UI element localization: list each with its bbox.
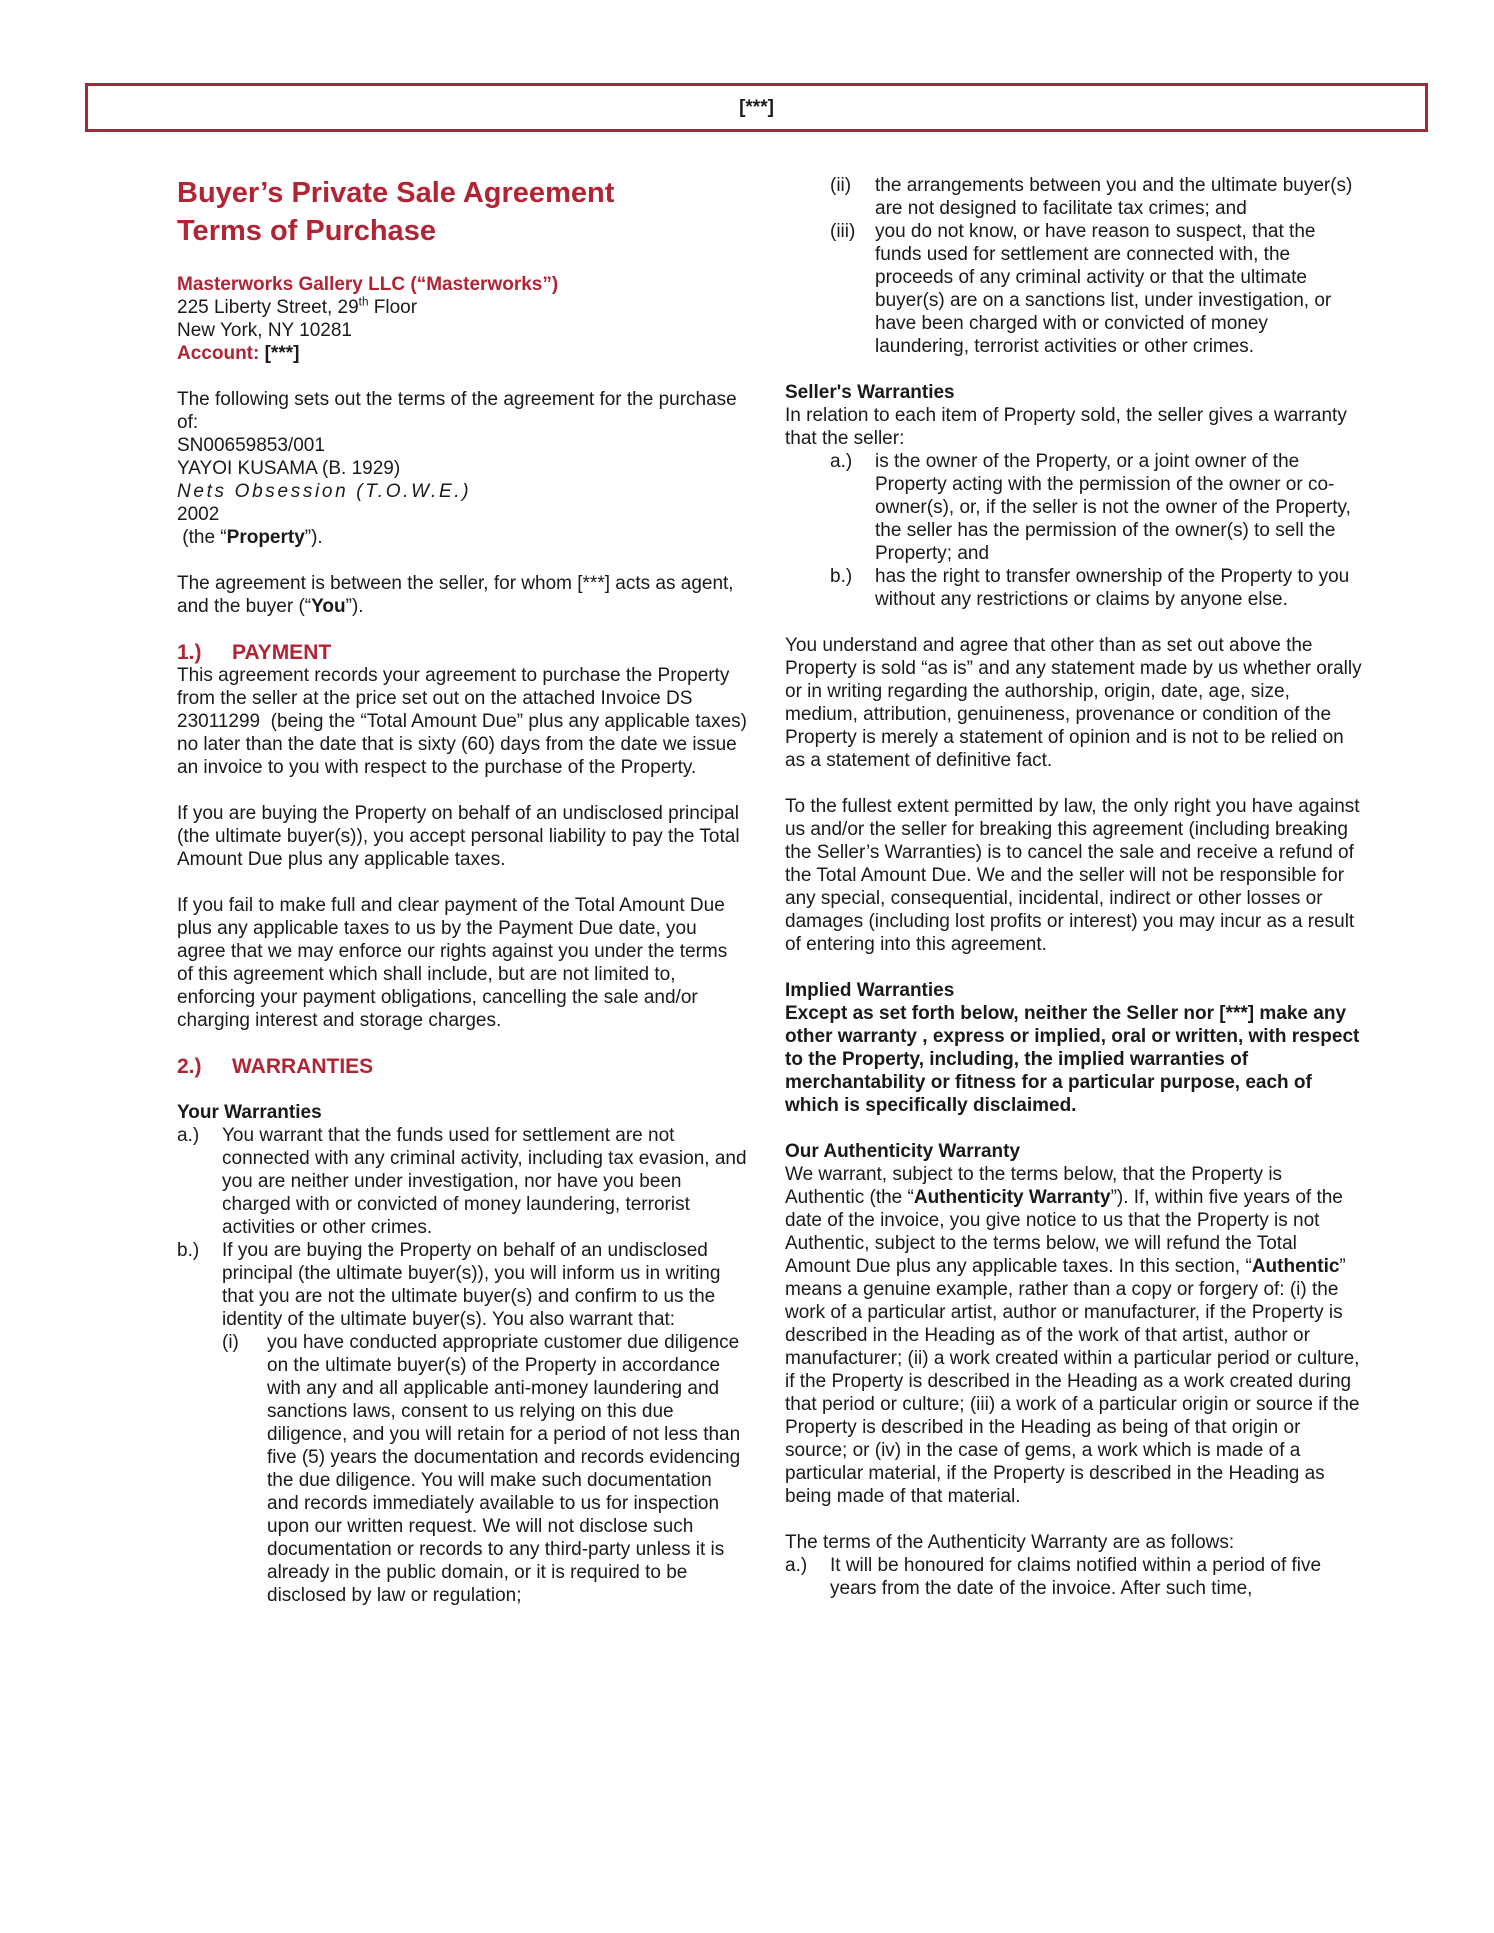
section-heading: 1.) PAYMENT: [177, 641, 332, 664]
list-item: [785, 1554, 1363, 1600]
document-title: Buyer’s Private Sale Agreement Terms of Purchase: [177, 177, 615, 247]
paragraph: We warrant, subject to the terms below, that the Property is Authentic (the “Authenticity Warranty”). If, within five years of the date of the invoice, you give notice to us that the Property is not Authentic, subject to the terms below, we will refund the Total Amount Due plus any applicable taxes. In this section, “Authentic” means a genuine example, rather than a copy or forgery of: (i) the work of a particular artist, author or manufacturer, if the Property is described in the Heading as of the work of that artist, author or manufacturer; (ii) a work created within a particular period or culture, if the Property is described in the Heading as a work created during that period or culture; (iii) a work of a particular origin or source if the Property is described in the Heading as being of that origin or source; or (iv) in the case of gems, a work which is made of a particular material, if the Property is described in the Heading as being made of that material.: [785, 1164, 1365, 1507]
paragraph: Except as set forth below, neither the Seller nor [***] make any other warranty , express or implied, oral or written, with respect to the Property, including, the implied warranties of merchantability or fitness for a particular purpose, each of which is specifically disclaimed.: [785, 1003, 1365, 1116]
subheading: Implied Warranties: [785, 980, 955, 1001]
list-item: [785, 450, 1363, 565]
list-item-text: If you are buying the Property on behalf of an undisclosed principal (the ultimate buyer(s)), you will inform us in writing that you are not the ultimate buyer(s) and confirm to us the identity of the ultimate buyer(s). You also warrant that:: [222, 1240, 726, 1330]
list-item-text: You warrant that the funds used for settlement are not connected with any criminal activity, including tax evasion, and you are neither under investigation, nor have you been charged with or convicted of money laundering, terrorist activities or other crimes.: [222, 1125, 752, 1238]
list-item-text: It will be honoured for claims notified within a period of five years from the date of the invoice. After such time,: [830, 1555, 1327, 1599]
list-item: [177, 1124, 752, 1239]
list-item-label: a.): [830, 451, 853, 472]
list-item-label: a.): [177, 1125, 200, 1146]
list-item-text: you do not know, or have reason to suspect, that the funds used for settlement are connected with, the proceeds of any criminal activity or that the ultimate buyer(s) are on a sanctions list, under investigation, or have been charged with or convicted of money laundering, terrorist activities or other crimes.: [875, 221, 1337, 357]
paragraph: To the fullest extent permitted by law, the only right you have against us and/or the seller for breaking this agreement (including breaking the Seller’s Warranties) is to cancel the sale and receive a refund of the Total Amount Due. We and the seller will not be responsible for any special, consequential, incidental, indirect or other losses or damages (including lost profits or interest) you may incur as a result of entering into this agreement.: [785, 796, 1365, 955]
section-heading: 2.) WARRANTIES: [177, 1055, 374, 1078]
list-item-label: (iii): [830, 221, 856, 242]
list-item-label: b.): [830, 566, 853, 587]
list-item: [785, 174, 1363, 220]
list-item-text: is the owner of the Property, or a joint owner of the Property acting with the permission of the owner or co-owner(s), or, if the seller is not the owner of the Property, the seller has the permission of the owner(s) to sell the Property; and: [875, 451, 1357, 564]
right-column: [785, 174, 1367, 1600]
paragraph: You understand and agree that other than as set out above the Property is sold “as is” and any statement made by us whether orally or in writing regarding the authorship, origin, date, age, size, medium, attribution, genuineness, provenance or condition of the Property is merely a statement of opinion and is not to be relied on as a statement of definitive fact.: [785, 635, 1367, 771]
text-lines: The following sets out the terms of the agreement for the purchase of: SN00659853/001 YAYOI KUSAMA (B. 1929) Nets Obsession (T.O.W.E.) 2002 (the “Property”).: [177, 389, 743, 548]
list-item: [785, 220, 1363, 358]
list-item-text: the arrangements between you and the ultimate buyer(s) are not designed to facilitate tax crimes; and: [875, 175, 1358, 219]
list-item-label: (i): [222, 1332, 239, 1353]
list-item-label: b.): [177, 1240, 200, 1261]
left-column: [177, 174, 753, 1607]
list-item: [177, 1239, 747, 1331]
subheading: Our Authenticity Warranty: [785, 1141, 1021, 1162]
paragraph: If you are buying the Property on behalf of an undisclosed principal (the ultimate buyer(s)), you accept personal liability to pay the Total Amount Due plus any applicable taxes.: [177, 803, 745, 870]
paragraph: This agreement records your agreement to purchase the Property from the seller at the price set out on the attached Invoice DS 23011299 (being the “Total Amount Due” plus any applicable taxes) no later than the date that is sixty (60) days from the date we issue an invoice to you with respect to the purchase of the Property.: [177, 665, 753, 778]
text-lines: Masterworks Gallery LLC (“Masterworks”) 225 Liberty Street, 29th Floor New York, NY 10281 Account: [***]: [177, 274, 559, 364]
paragraph: The agreement is between the seller, for whom [***] acts as agent, and the buyer (“You”).: [177, 573, 739, 617]
subheading: Seller's Warranties: [785, 382, 955, 403]
paragraph: In relation to each item of Property sold, the seller gives a warranty that the seller:: [785, 405, 1353, 449]
list-item-text: has the right to transfer ownership of the Property to you without any restrictions or claims by anyone else.: [875, 566, 1355, 610]
subheading: Your Warranties: [177, 1102, 322, 1123]
redaction-banner-text: [***]: [739, 97, 774, 118]
list-item: [785, 565, 1363, 611]
redaction-banner-box: [85, 83, 1428, 132]
paragraph: If you fail to make full and clear payment of the Total Amount Due plus any applicable taxes to us by the Payment Due date, you agree that we may enforce our rights against you under the terms of this agreement which shall include, but are not limited to, enforcing your payment obligations, cancelling the sale and/or charging interest and storage charges.: [177, 895, 733, 1031]
list-item-text: you have conducted appropriate customer due diligence on the ultimate buyer(s) of the Property in accordance with any and all applicable anti-money laundering and sanctions laws, consent to us relying on this due diligence, and you will retain for a period of not less than five (5) years the documentation and records evidencing the due diligence. You will make such documentation and records immediately available to us for inspection upon our written request. We will not disclose such documentation or records to any third-party unless it is already in the public domain, or it is required to be disclosed by law or regulation;: [267, 1332, 746, 1606]
list-item-label: (ii): [830, 175, 852, 196]
list-item: [177, 1331, 747, 1607]
paragraph: The terms of the Authenticity Warranty are as follows:: [785, 1532, 1235, 1553]
list-item-label: a.): [785, 1555, 808, 1576]
